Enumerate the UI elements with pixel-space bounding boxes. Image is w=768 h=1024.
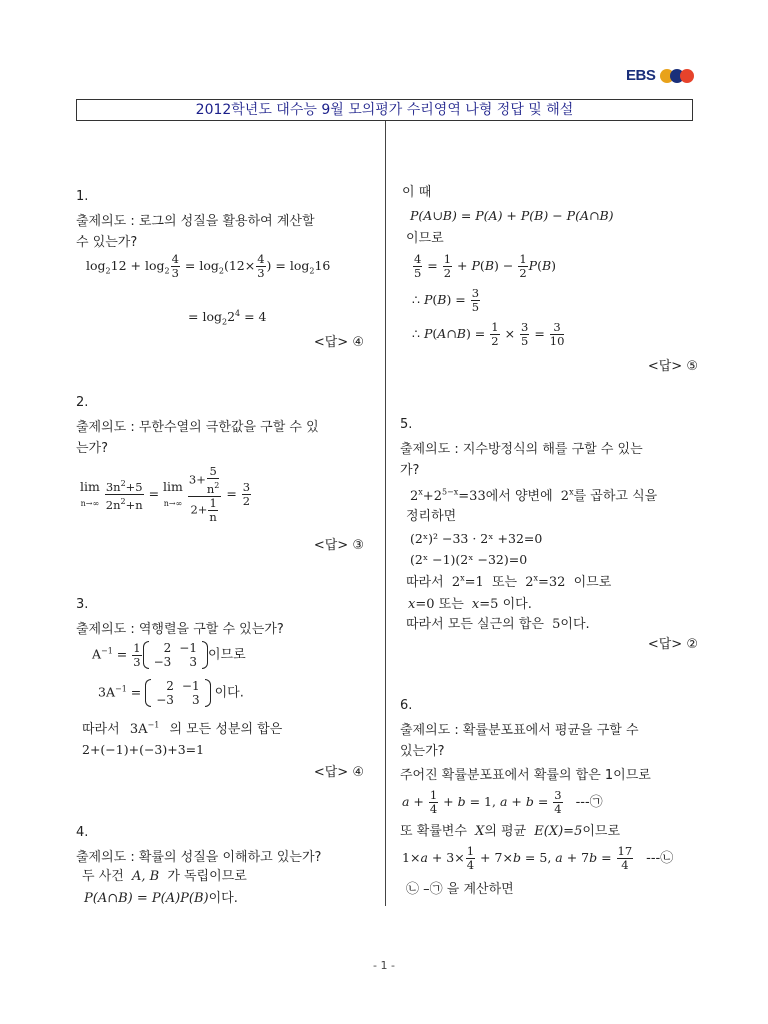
column-divider [385, 121, 386, 906]
q4-answer: <답> ⑤ [647, 359, 698, 374]
q6-text-given: 주어진 확률분포표에서 확률의 합은 1이므로 [400, 768, 651, 783]
q4-text-two-events: 두 사건 [82, 869, 124, 884]
q4-events: A, B [131, 869, 160, 884]
q4-text-ttae: 이 때 [402, 185, 432, 200]
q1-intent: 출제의도 : 로그의 성질을 활용하여 계산할 [76, 214, 315, 229]
q5-solutions-line: x=0 또는 x=5 이다. [408, 597, 532, 612]
q3-matrix-ref: $3A^{-1}$ [129, 720, 160, 737]
q1-number: 1. [76, 189, 89, 204]
q4-equation-3: ∴ P(A∩B) = $\frac{1}{2}$ × $\frac{3}{5}$ = $\frac{3}{10}$ [412, 320, 565, 348]
q4-equation-2: ∴ P(B) = $\frac{3}{5}$ [412, 286, 480, 314]
q5-text-final-end: 이다. [560, 617, 590, 632]
q1-equation-2: = $\log_22^4 = 4$ [188, 309, 267, 327]
q3-answer: <답> ④ [313, 765, 364, 780]
q6-equation-2: 1×a + 3× $\frac{1}{4}$ + 7×b = 5, a + 7b = $\frac{17}{4}$ ---㉡ [402, 844, 674, 872]
q3-sum-expression: 2+(−1)+(−3)+3=1 [82, 742, 205, 757]
q5-text-or: 또는 [491, 575, 518, 590]
q5-intent: 출제의도 : 지수방정식의 해를 구할 수 있는 [400, 442, 643, 457]
q3-text-imeuro: 이므로 [207, 647, 246, 663]
document-title: 2012학년도 대수능 9월 모의평가 수리영역 나형 정답 및 해설 [76, 99, 693, 121]
q3-number: 3. [76, 597, 89, 612]
q5-equation-3: (2ˣ −1)(2ˣ −32)=0 [410, 552, 528, 567]
ebs-logo [626, 67, 694, 84]
q3-text-ttaraseo: 따라서 [82, 722, 120, 737]
q3-intent: 출제의도 : 역행렬을 구할 수 있는가? [76, 622, 284, 637]
q5-text-ttaraseo: 따라서 [406, 575, 444, 590]
q4-intent: 출제의도 : 확률의 성질을 이해하고 있는가? [76, 850, 322, 865]
q4-equation-1: $\frac{4}{5}$ = $\frac{1}{2}$ + P(B) − $\frac{1}{2}$ P(B) [414, 252, 557, 280]
q4-text-ida: 이다. [208, 891, 238, 906]
q3-text-sum: 의 모든 성분의 합은 [169, 722, 283, 737]
q6-mark-1: ---㉠ [575, 795, 603, 810]
q5-number: 5. [400, 417, 413, 432]
q4-number: 4. [76, 825, 89, 840]
q6-number: 6. [400, 698, 413, 713]
q5-text-mult: 를 곱하고 식을 [573, 489, 658, 504]
q6-mark-2: ---㉡ [646, 851, 674, 866]
q4-union-formula: P(A∪B) = P(A) + P(B) − P(A∩B) [410, 208, 614, 223]
page-number: - 1 - [373, 959, 395, 972]
q5-equation-line: $2^x+2^{5-x}=33$에서 양변에 2$^x$를 곱하고 식을 [410, 487, 658, 504]
logo-text: EBS [626, 67, 656, 84]
q6-equation-1: a + $\frac{1}{4}$ + b = 1, a + b = $\frac{3}{4}$ ---㉠ [402, 788, 603, 816]
q1-answer: <답> ④ [313, 335, 364, 350]
q2-number: 2. [76, 395, 89, 410]
q6-text-also: 또 확률변수 [400, 824, 467, 839]
q5-final-line [406, 613, 590, 632]
q4-text-indep: 가 독립이므로 [167, 869, 247, 884]
q5-answer: <답> ② [647, 637, 698, 652]
q4-independence-eq: P(A∩B) = P(A)P(B)이다. [84, 891, 238, 906]
q5-equation-2: (2ˣ)² −33 · 2ˣ +32=0 [410, 531, 543, 546]
q6-intent: 출제의도 : 확률분포표에서 평균을 구할 수 [400, 723, 639, 738]
q6-mean-line [400, 820, 620, 839]
q6-text-mean: 의 평균 [484, 824, 527, 839]
q4-events-line [82, 865, 247, 884]
q6-text-calc: ㉡ –㉠ 을 계산하면 [406, 882, 514, 897]
ebs-logo-mark-icon [660, 69, 694, 83]
q2-intent-cont: 는가? [76, 441, 109, 456]
q5-text-ida: 이다. [502, 597, 532, 612]
q6-mean-eq: E(X)=5 [534, 824, 583, 839]
q5-sum-value: 5 [552, 617, 561, 632]
q2-answer: <답> ③ [313, 538, 364, 553]
q2-intent: 출제의도 : 무한수열의 극한값을 구할 수 있 [76, 420, 319, 435]
q2-equation: lim n→∞ $\frac{3n^2+5}{2n^2+n}$ = lim n→∞ 3+ $\frac{5}{n^2}$ 2+ $\frac{1}{n}$ = $\frac{3}{2}$ [80, 464, 251, 524]
q3-text-ida: 이다. [214, 685, 244, 701]
q1-equation-1: $\log_212 + \log_2$ $\frac{4}{3}$ = $\log_2(12\times$ $\frac{4}{3}$ ) = $\log_216$ [86, 252, 331, 280]
q3-inverse-matrix: $A^{-1}$ = $\frac{1}{3}$ 2 −1 −3 3 이므로 [92, 640, 246, 669]
q6-var-x: X [475, 824, 485, 839]
q5-text-or-2: 또는 [438, 597, 464, 612]
q5-intent-cont: 가? [400, 463, 420, 478]
q5-text-simplify: 정리하면 [406, 509, 457, 524]
q6-text-imeuro: 이므로 [582, 824, 621, 839]
q5-text-imeuro: 이므로 [573, 575, 612, 590]
q5-roots-line: 따라서 $2^x=1$ 또는 $2^x=32$ 이므로 [406, 573, 612, 590]
q5-text-final: 따라서 모든 실근의 합은 [406, 617, 544, 632]
q3-scaled-matrix: $3A^{-1}$ = 2 −1 −3 3 이다. [98, 679, 244, 707]
q4-text-imeuro: 이므로 [406, 231, 444, 246]
q5-text-eq: 에서 양변에 [485, 489, 553, 504]
q1-intent-cont: 수 있는가? [76, 235, 138, 250]
q3-sum-line [82, 718, 282, 737]
q6-intent-cont: 있는가? [400, 744, 445, 759]
